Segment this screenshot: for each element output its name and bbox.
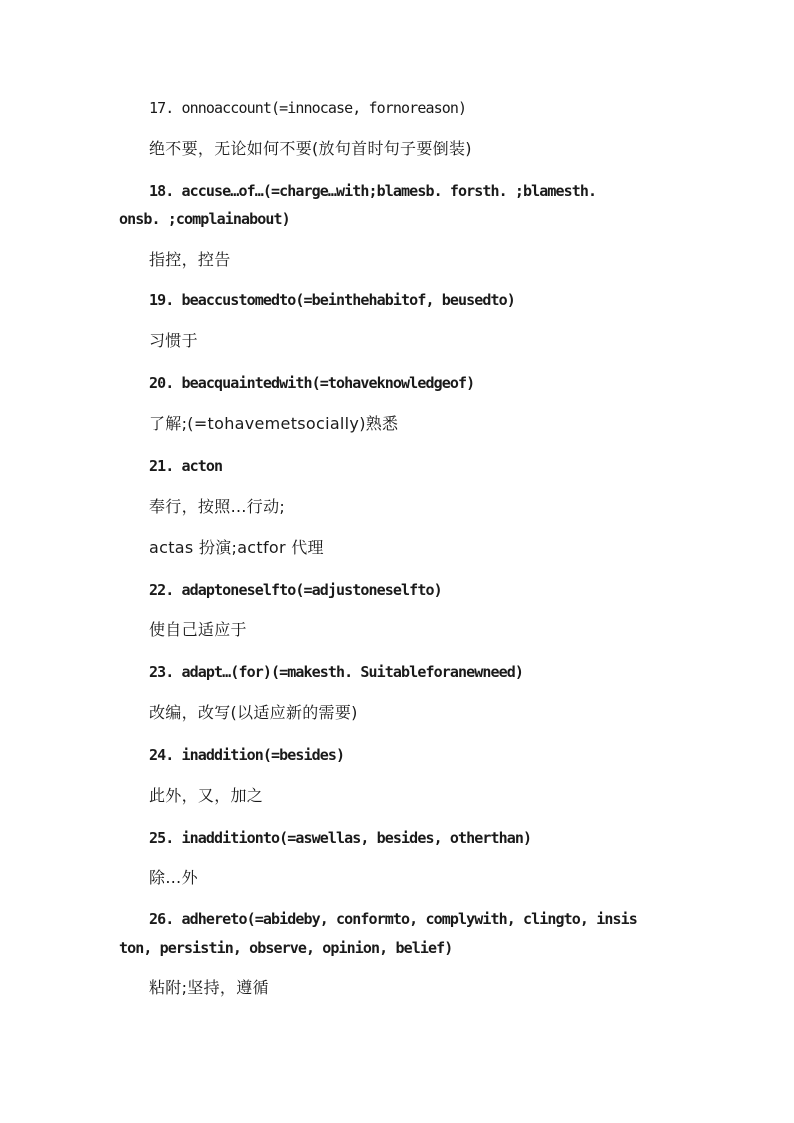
entry-20-phrase: 20. beacquaintedwith(=tohaveknowledgeof) xyxy=(149,374,475,392)
entry-17-meaning: 绝不要，无论如何不要(放句首时句子要倒装) xyxy=(149,139,472,158)
entry-25-meaning: 除…外 xyxy=(149,868,198,887)
entry-26-phrase-line1: 26. adhereto(=abideby, conformto, complywith, clingto, insis xyxy=(149,910,637,928)
entry-20-meaning: 了解;(=tohavemetsocially)熟悉 xyxy=(149,414,399,433)
entry-26-phrase-line2: ton, persistin, observe, opinion, belief) xyxy=(119,939,453,957)
entry-21-meaning-extra: actas 扮演;actfor 代理 xyxy=(149,538,324,557)
entry-24-meaning: 此外，又，加之 xyxy=(149,786,264,805)
entry-23-phrase: 23. adapt…(for)(=makesth. Suitableforanewneed) xyxy=(149,663,524,681)
entry-21-phrase: 21. acton xyxy=(149,457,223,475)
entry-21-meaning: 奉行，按照…行动; xyxy=(149,497,286,516)
entry-19-meaning: 习惯于 xyxy=(149,331,198,350)
entry-19-phrase: 19. beaccustomedto(=beinthehabitof, beusedto) xyxy=(149,291,515,309)
entry-18-phrase-line2: onsb. ;complainabout) xyxy=(119,210,290,228)
entry-18-phrase-line1: 18. accuse…of…(=charge…with;blamesb. forsth. ;blamesth. xyxy=(149,182,597,200)
entry-23-meaning: 改编，改写(以适应新的需要) xyxy=(149,703,358,722)
entry-18-meaning: 指控，控告 xyxy=(149,250,231,269)
entry-22-meaning: 使自己适应于 xyxy=(149,620,247,639)
entry-25-phrase: 25. inadditionto(=aswellas, besides, otherthan) xyxy=(149,829,532,847)
entry-22-phrase: 22. adaptoneselfto(=adjustoneselfto) xyxy=(149,581,442,599)
entry-24-phrase: 24. inaddition(=besides) xyxy=(149,746,345,764)
entry-17-phrase: 17. onnoaccount(=innocase, fornoreason) xyxy=(149,99,467,117)
entry-26-meaning: 粘附;坚持，遵循 xyxy=(149,978,269,997)
